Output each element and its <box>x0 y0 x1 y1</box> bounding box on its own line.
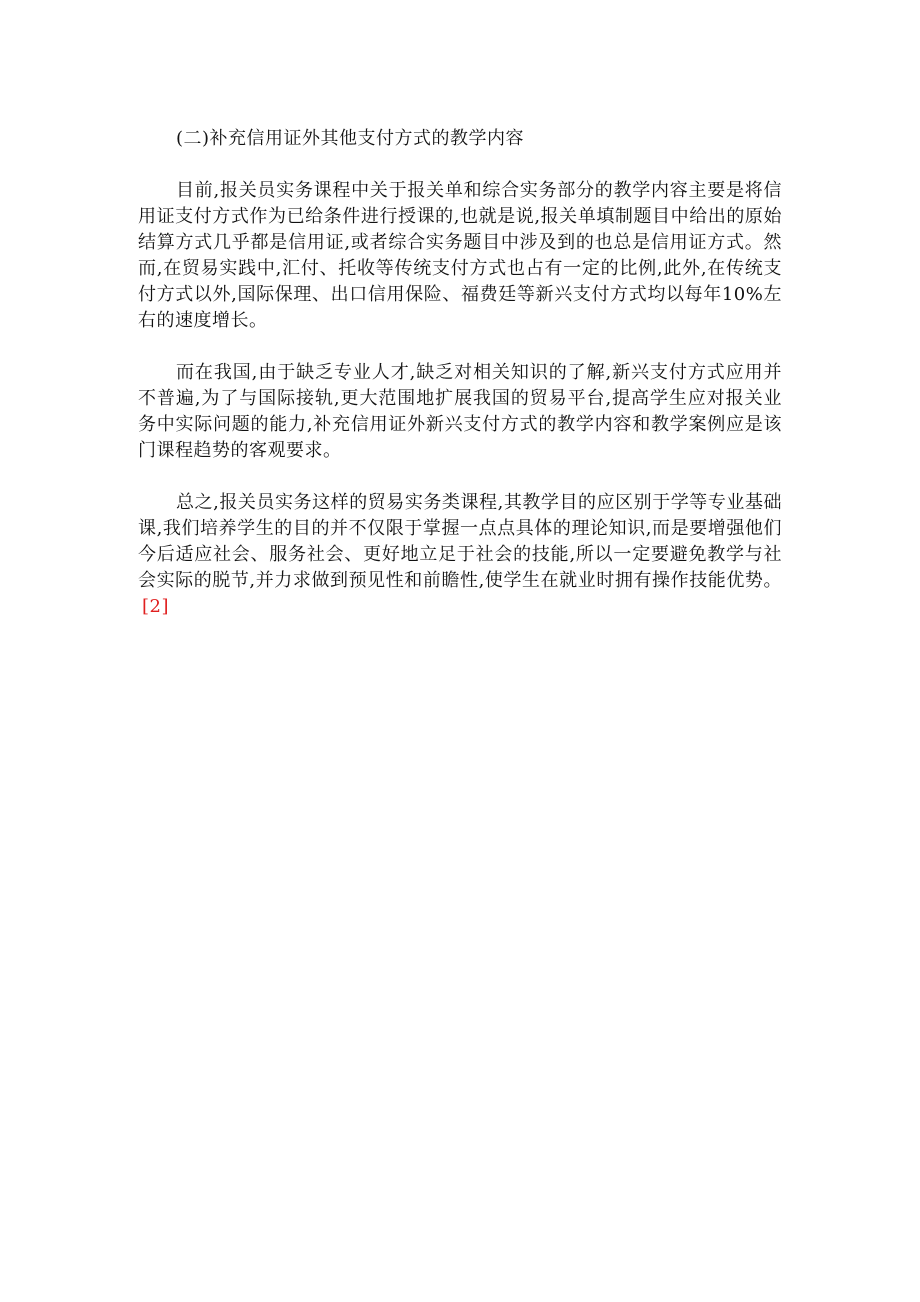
citation-link[interactable]: [2] <box>142 596 169 617</box>
paragraph-payment-methods: 目前,报关员实务课程中关于报关单和综合实务部分的教学内容主要是将信用证支付方式作为已给条件进行授课的,也就是说,报关单填制题目中给出的原始结算方式几乎都是信用证,或者综合实务题目中涉及到的也总是信用证方式。然而,在贸易实践中,汇付、托收等传统支付方式也占有一定的比例,此外,在传统支付方式以外,国际保理、出口信用保险、福费廷等新兴支付方式均以每年10%左右的速度增长。 <box>138 180 782 331</box>
document-page <box>138 126 782 620</box>
paragraph-conclusion-text: 总之,报关员实务这样的贸易实务类课程,其教学目的应区别于学等专业基础课,我们培养学生的目的并不仅限于掌握一点点具体的理论知识,而是要增强他们今后适应社会、服务社会、更好地立足于社会的技能,所以一定要避免教学与社会实际的脱节,并力求做到预见性和前瞻性,使学生在就业时拥有操作技能优势。 <box>138 492 782 591</box>
section-heading: (二)补充信用证外其他支付方式的教学内容 <box>176 128 525 149</box>
paragraph-conclusion <box>138 490 782 620</box>
paragraph-domestic-situation: 而在我国,由于缺乏专业人才,缺乏对相关知识的了解,新兴支付方式应用并不普遍,为了与国际接轨,更大范围地扩展我国的贸易平台,提高学生应对报关业务中实际问题的能力,补充信用证外新兴支付方式的教学内容和教学案例应是该门课程趋势的客观要求。 <box>138 362 782 461</box>
